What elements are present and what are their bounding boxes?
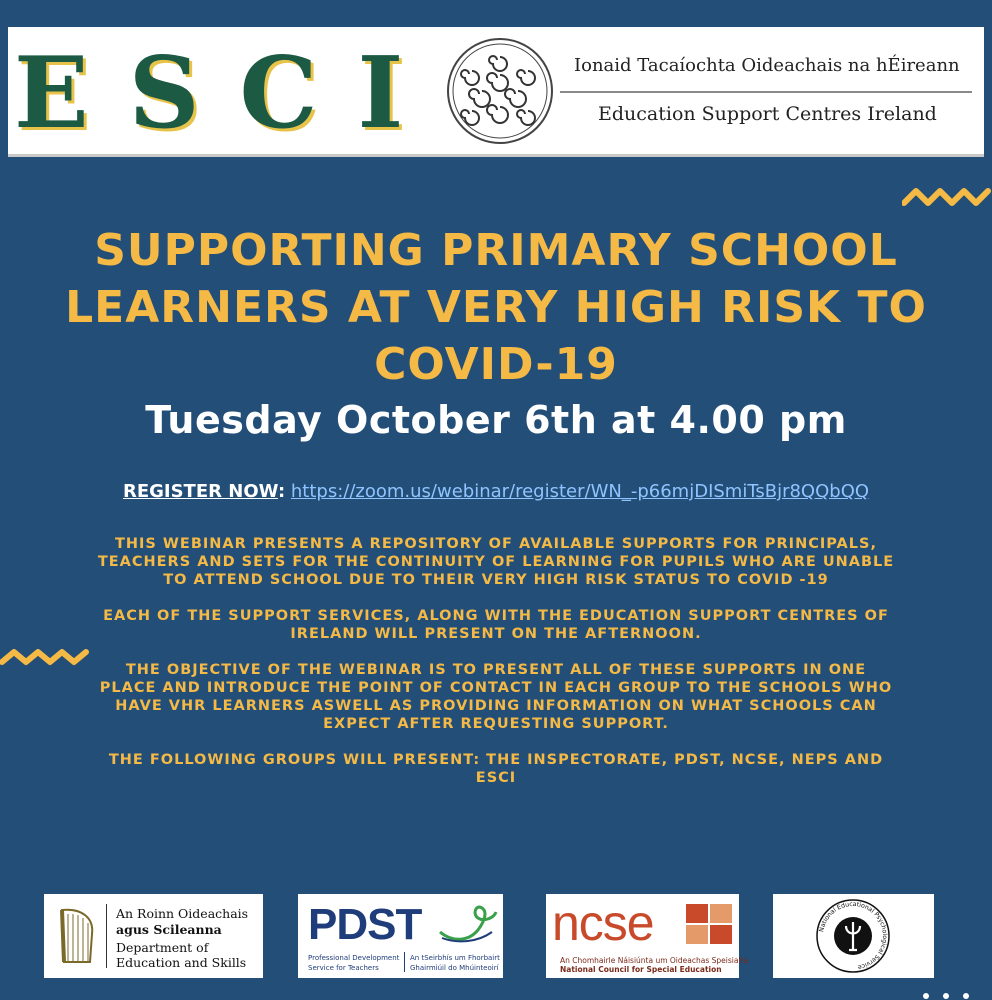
pdst-subtitle-divider	[404, 952, 405, 972]
pdst-wordmark: PDST	[308, 900, 422, 949]
pdst-subtitle-irish-1: An tSeirbhís um Fhorbairt	[410, 954, 500, 962]
pdst-swoosh-icon	[438, 902, 498, 946]
neps-logo	[773, 894, 934, 978]
description-paragraph: EACH OF THE SUPPORT SERVICES, ALONG WITH THE EDUCATION SUPPORT CENTRES OF IRELAND WILL PRESENT ON THE AFTERNOON.	[103, 608, 889, 642]
dept-logo-divider	[106, 904, 107, 968]
register-link[interactable]: https://zoom.us/webinar/register/WN_-p66mjDISmiTsBjr8QQbQQ	[290, 481, 870, 502]
description-paragraph: THE OBJECTIVE OF THE WEBINAR IS TO PRESENT ALL OF THESE SUPPORTS IN ONE PLACE AND INTRODUCE THE POINT OF CONTACT IN EACH GROUP TO THE SCHOOLS WHO HAVE VHR LEARNERS ASWELL AS PROVIDING INFORMATION ON WHAT SCHOOLS CAN EXPECT AFTER REQUESTING SUPPORT.	[99, 662, 893, 732]
pdst-subtitle-irish-2: Ghairmiúil do Mhúinteoirí	[410, 964, 499, 972]
ncse-subtitle-english: National Council for Special Education	[560, 965, 722, 974]
dots-decoration	[920, 988, 980, 1000]
dept-english-line2: Education and Skills	[116, 955, 247, 970]
ncse-wordmark: ncse	[552, 895, 654, 951]
neps-emblem-icon	[813, 896, 893, 976]
header-english-name: Education Support Centres Ireland	[598, 103, 937, 125]
event-date: Tuesday October 6th at 4.00 pm	[145, 398, 847, 442]
dept-irish-line1: An Roinn Oideachais	[116, 906, 249, 921]
celtic-spiral-icon	[444, 35, 556, 147]
header-irish-name: Ionaid Tacaíochta Oideachais na hÉireann	[574, 55, 960, 76]
register-separator: :	[277, 481, 286, 502]
harp-icon	[52, 904, 100, 968]
ncse-logo	[546, 894, 749, 978]
register-label: REGISTER NOW	[122, 481, 278, 502]
ncse-subtitle-irish: An Chomhairle Náisiúnta um Oideachas Speisialta	[560, 956, 749, 965]
ncse-blocks-icon	[686, 904, 732, 944]
pdst-logo	[298, 894, 503, 978]
zigzag-decoration-left	[0, 646, 96, 668]
dept-education-logo	[44, 894, 263, 978]
event-description	[96, 535, 896, 805]
header-divider	[560, 91, 972, 93]
register-line	[0, 481, 992, 502]
pdst-subtitle-english-2: Service for Teachers	[308, 964, 379, 972]
esci-header-banner	[8, 27, 984, 157]
dept-irish-line2: agus Scileanna	[116, 922, 222, 937]
event-title: SUPPORTING PRIMARY SCHOOL LEARNERS AT VERY HIGH RISK TO COVID-19	[65, 225, 927, 390]
pdst-subtitle-english-1: Professional Development	[308, 954, 400, 962]
description-paragraph: THE FOLLOWING GROUPS WILL PRESENT: THE INSPECTORATE, PDST, NCSE, NEPS AND ESCI	[108, 752, 884, 786]
neps-ring-text: National Educational Psychological Service	[818, 900, 889, 971]
esci-logo-text: ESCI	[14, 36, 444, 151]
dept-english-line1: Department of	[116, 940, 209, 955]
zigzag-decoration-top-right	[902, 185, 992, 207]
description-paragraph: THIS WEBINAR PRESENTS A REPOSITORY OF AVAILABLE SUPPORTS FOR PRINCIPALS, TEACHERS AND SETS FOR THE CONTINUITY OF LEARNING FOR PUPILS WHO ARE UNABLE TO ATTEND SCHOOL DUE TO THEIR VERY HIGH RISK STATUS TO COVID -19	[97, 536, 895, 588]
